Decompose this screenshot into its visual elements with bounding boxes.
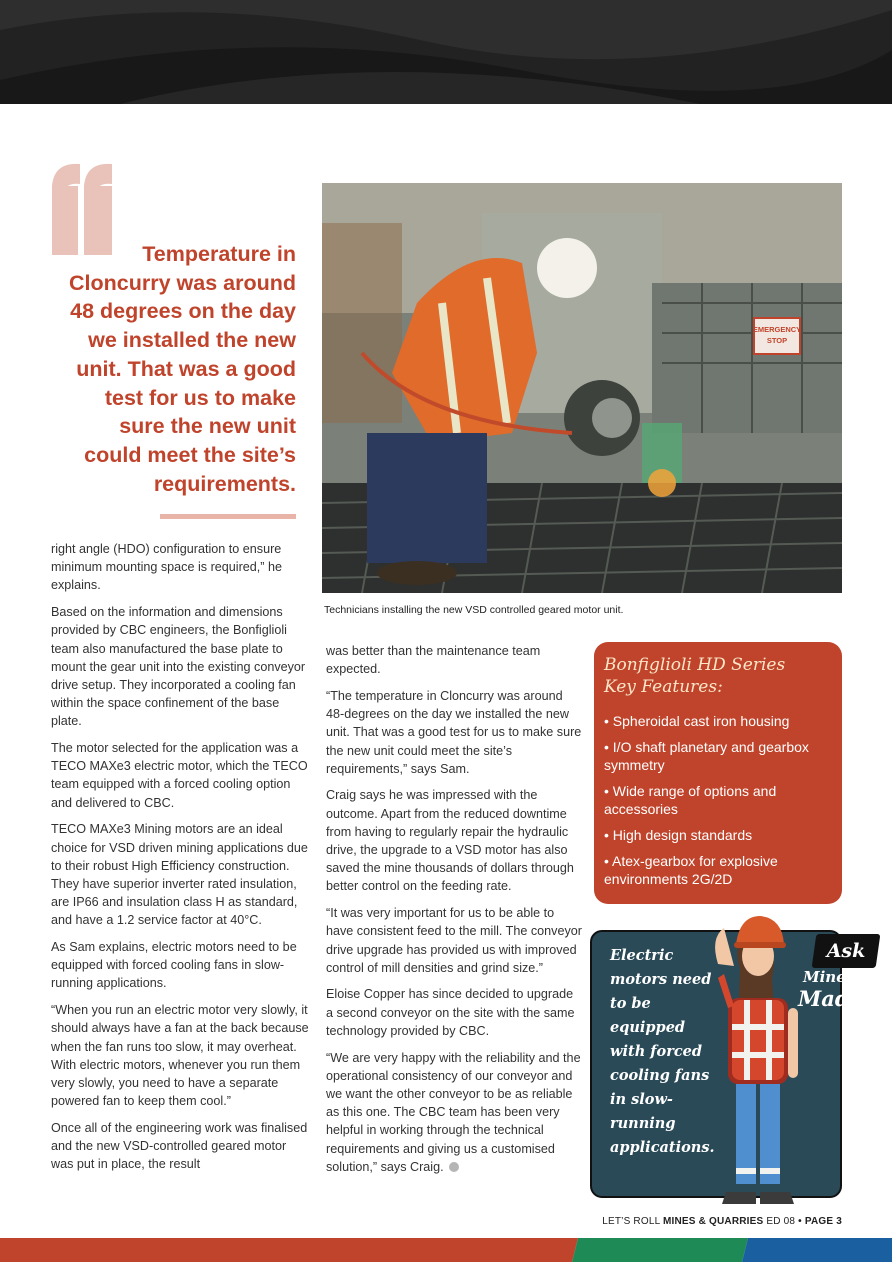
paragraph: “It was very important for us to be able to have consistent feed to the mill. The conveyor drive upgrade has provided us with improved control of mill densities and grind size.”: [326, 906, 582, 975]
paragraph: “The temperature in Cloncurry was around 48-degrees on the day we installed the new unit. That was a good test for us to make sure the new unit could meet the site’s requirements,” says Sam.: [326, 688, 582, 776]
page-footer: [602, 1216, 842, 1227]
feature-item: • Wide range of options and accessories: [604, 783, 777, 817]
bottom-color-stripe: [0, 1238, 892, 1262]
maddie-label: Maddie: [798, 986, 886, 1011]
feature-item: • High design standards: [604, 827, 753, 843]
paragraph-final: [326, 1049, 582, 1176]
feature-item: • I/O shaft planetary and gearbox symmetry: [604, 739, 809, 773]
paragraph-final-text: “We are very happy with the reliability and the operational consistency of our conveyor and we want the other conveyor to be as reliable as this one. The CBC team has been very helpful in working through the technical requirements and giving us a customised solution,” says Craig.: [326, 1050, 581, 1174]
feature-item: • Spheroidal cast iron housing: [604, 713, 790, 729]
key-features-title: [604, 654, 832, 698]
paragraph: Eloise Copper has since decided to upgrade a second conveyor on the site with the same technology provided by CBC.: [326, 987, 575, 1038]
key-features-box: [594, 642, 842, 904]
paragraph: right angle (HDO) configuration to ensure minimum mounting space is required,” he explains.: [51, 542, 282, 593]
paragraph: was better than the maintenance team expected.: [326, 644, 541, 677]
footer-publication: MINES & QUARRIES: [662, 1216, 764, 1227]
pull-quote-divider: [160, 514, 296, 519]
article-column-1: [51, 540, 309, 1182]
photo-caption: Technicians installing the new VSD controlled geared motor unit.: [324, 604, 624, 616]
header-banner: [0, 0, 892, 104]
miner-label: Miner: [803, 968, 854, 986]
ask-tag: [812, 934, 881, 968]
key-features-list: [604, 712, 832, 888]
footer-prefix: LET’S ROLL: [602, 1216, 660, 1227]
miner-maddie-illustration: [700, 908, 810, 1208]
paragraph: Craig says he was impressed with the outcome. Apart from the reduced downtime from having to regularly repair the hydraulic drive, the upgrade to a VSD motor has also saved the mine thousands of dollars through better control on the feeding rate.: [326, 788, 574, 894]
end-mark-icon: [449, 1162, 459, 1172]
feature-item: • Atex-gearbox for explosive environments 2G/2D: [604, 853, 778, 887]
key-features-title-line2: Key Features:: [604, 677, 723, 697]
footer-edition: ED 08: [766, 1216, 796, 1227]
banner-pattern: [0, 0, 892, 104]
maddie-tip: Electric motors need to be equipped with forced cooling fans in slow-running applications.: [610, 947, 715, 1156]
photo-illustration: [322, 183, 842, 593]
key-features-title-line1: Bonfiglioli HD Series: [604, 655, 786, 675]
footer-page-number: • PAGE 3: [798, 1216, 842, 1227]
pull-quote: Temperature in Cloncurry was around 48 degrees on the day we installed the new unit. That was a good test for us to make sure the new unit could meet the site’s requirements.: [69, 242, 296, 496]
emergency-sign-line2: STOP: [766, 336, 788, 345]
emergency-sign-line1: EMERGENCY: [752, 325, 802, 334]
paragraph: Based on the information and dimensions provided by CBC engineers, the Bonfiglioli team also manufactured the base plate to mount the gear unit into the existing conveyor drive setup. They incorporated a cooling fan within the space confinement of the base plate.: [51, 605, 306, 729]
paragraph: As Sam explains, electric motors need to be equipped with forced cooling fans in slow-running applications.: [51, 940, 297, 991]
paragraph: “When you run an electric motor very slowly, it should always have a fan at the back because when the fan runs too slow, it may overheat. With electric motors, whenever you run them very slowly, you need to have a separate powered fan to keep them cool.”: [51, 1003, 309, 1109]
ask-tag-label: Ask: [826, 940, 866, 962]
paragraph: Once all of the engineering work was finalised and the new VSD-controlled geared motor was put in place, the result: [51, 1120, 308, 1172]
article-column-2: [326, 642, 582, 1184]
paragraph: TECO MAXe3 Mining motors are an ideal choice for VSD driven mining applications due to their robust High Efficiency construction. They have superior inverter rated insulation, are IP66 and insulation class H as standard, and have a 1.2 service factor at 40°C.: [51, 822, 308, 928]
paragraph: The motor selected for the application was a TECO MAXe3 electric motor, which the TECO team equipped with a forced cooling option and delivered to CBC.: [51, 741, 308, 810]
technician-photo: [322, 183, 842, 593]
